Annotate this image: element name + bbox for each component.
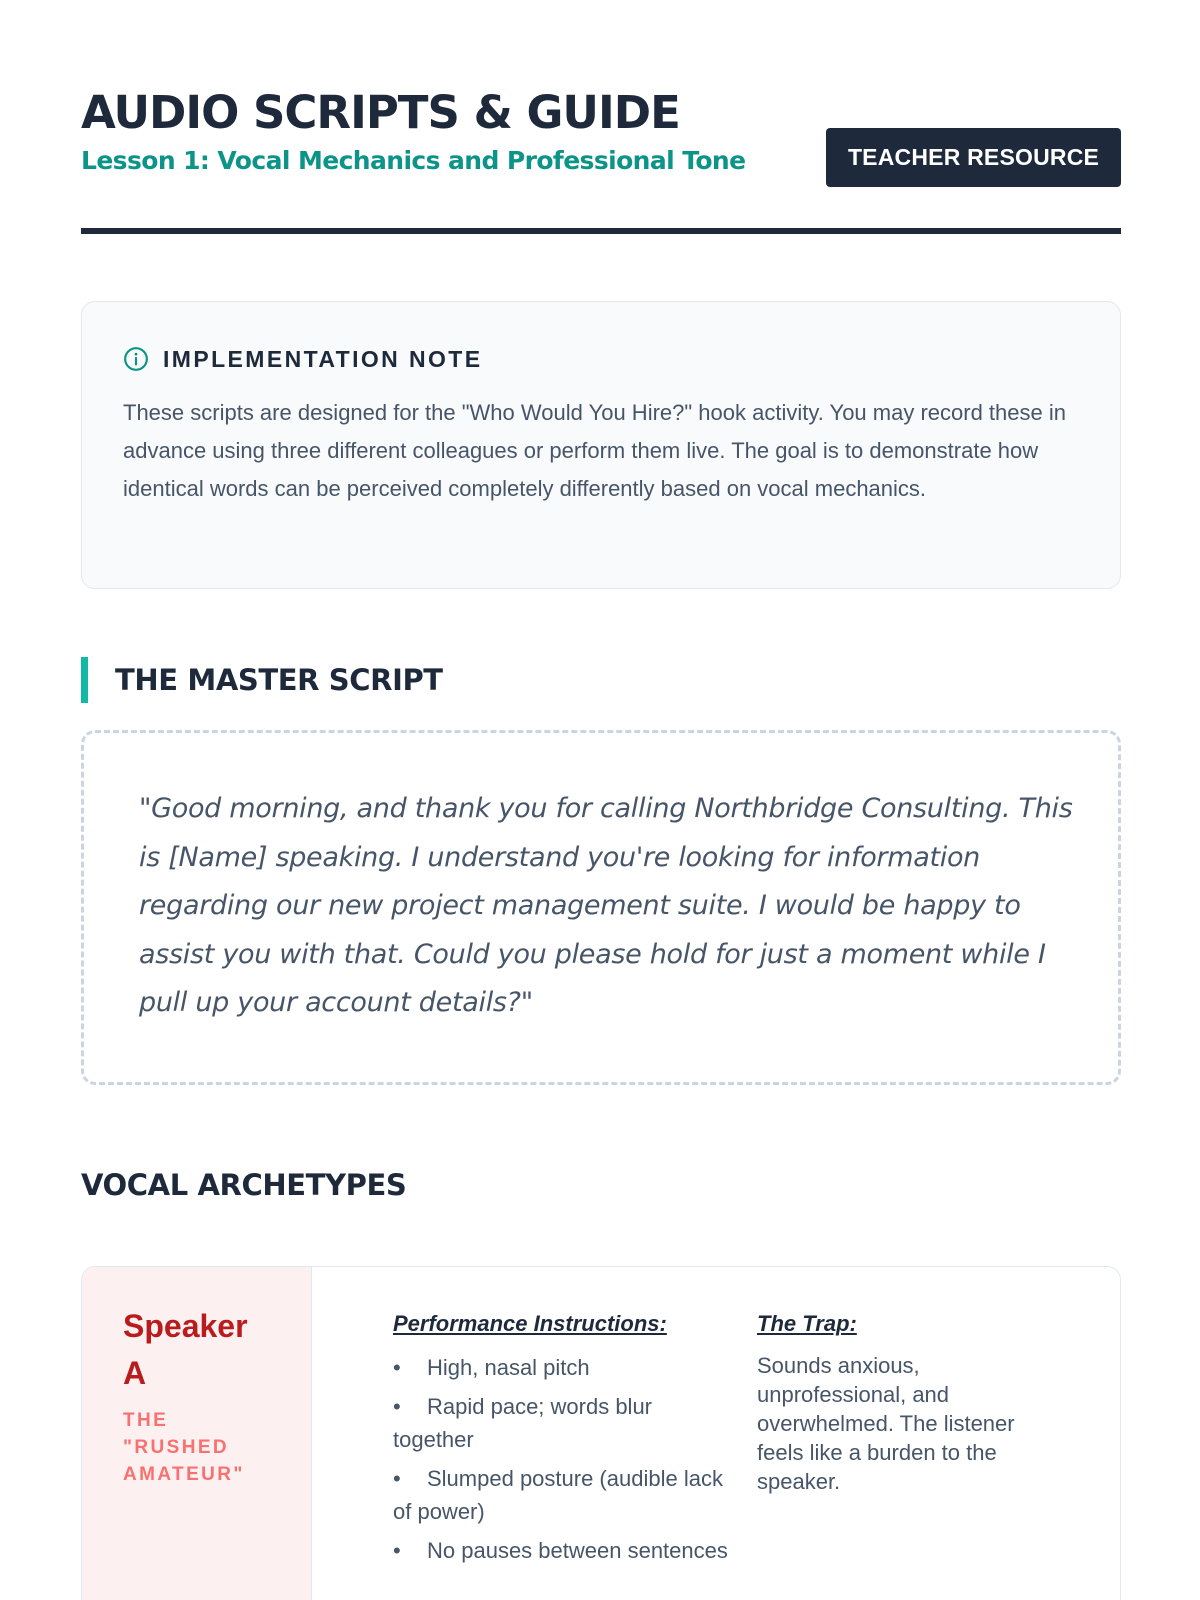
implementation-note (81, 301, 1121, 589)
instructions-list (393, 1351, 728, 1567)
master-script-title: THE MASTER SCRIPT (115, 663, 443, 697)
the-trap (757, 1311, 1067, 1496)
performance-instructions (393, 1311, 728, 1573)
list-item-text: No pauses between sentences (427, 1538, 728, 1563)
page-subtitle: Lesson 1: Vocal Mechanics and Professional Tone (81, 146, 746, 175)
page-title: AUDIO SCRIPTS & GUIDE (81, 86, 680, 139)
vocal-archetypes-title: VOCAL ARCHETYPES (81, 1168, 407, 1202)
speaker-type: THE "RUSHED AMATEUR" (123, 1410, 245, 1485)
master-script-text: "Good morning, and thank you for calling Northbridge Consulting. This is [Name] speaking. I understand you're looking for information regarding our new project management suite. I would be happy to assist you with that. Could you please hold for just a moment while I pull up your account details?" (139, 793, 1073, 1018)
list-item-text: Slumped posture (audible lack of power) (393, 1466, 723, 1524)
speaker-a-card (81, 1266, 1121, 1600)
list-item: • Rapid pace; words blur together (393, 1394, 653, 1452)
note-label: IMPLEMENTATION NOTE (163, 345, 483, 372)
trap-heading: The Trap: (757, 1311, 857, 1336)
info-icon (123, 346, 149, 372)
performance-instructions-heading: Performance Instructions: (393, 1311, 667, 1336)
list-item-text: High, nasal pitch (427, 1355, 590, 1380)
list-item: • High, nasal pitch (393, 1355, 590, 1380)
list-item-text: Rapid pace; words blur together (393, 1394, 653, 1452)
speaker-name: Speaker A (123, 1308, 248, 1391)
teacher-resource-badge: TEACHER RESOURCE (826, 128, 1121, 187)
master-script-heading (81, 657, 443, 703)
note-header (123, 342, 1079, 376)
trap-text: Sounds anxious, unprofessional, and overwhelmed. The listener feels like a burden to the speaker. (757, 1353, 1015, 1494)
list-item: • No pauses between sentences (393, 1538, 728, 1563)
page-header (81, 80, 1121, 234)
note-text: These scripts are designed for the "Who Would You Hire?" hook activity. You may record these in advance using three different colleagues or perform them live. The goal is to demonstrate how identical words can be perceived completely differently based on vocal mechanics. (123, 400, 1066, 501)
master-script-box (81, 730, 1121, 1085)
list-item: • Slumped posture (audible lack of power) (393, 1466, 723, 1524)
speaker-a-side (82, 1267, 312, 1600)
